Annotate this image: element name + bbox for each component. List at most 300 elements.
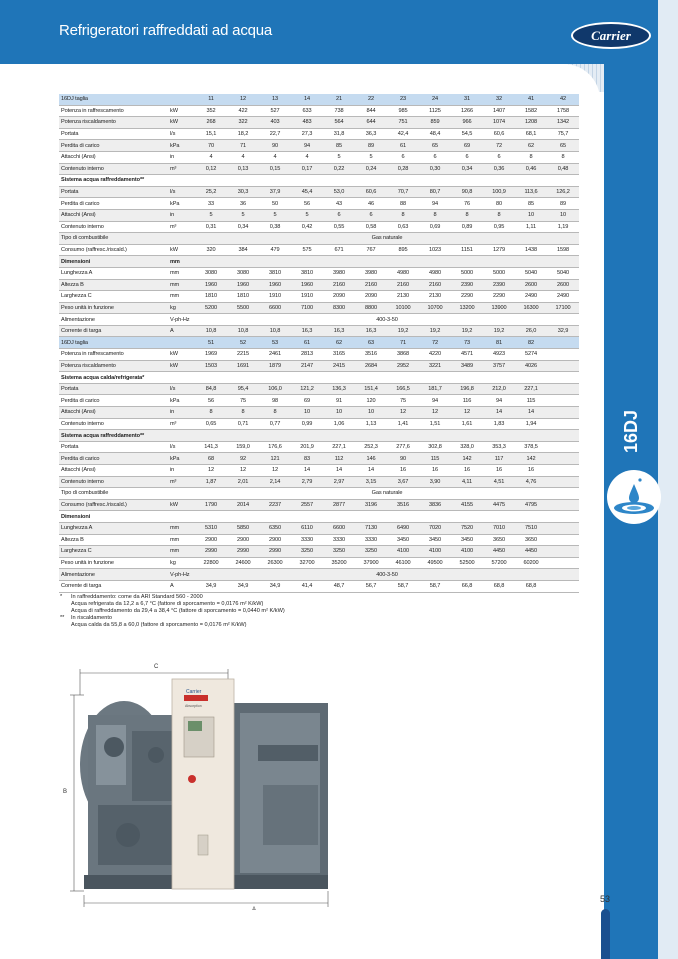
- cell-value: 3810: [259, 267, 291, 279]
- table-row: [59, 488, 579, 500]
- row-label: Tipo di combustibile: [59, 233, 169, 245]
- table-row: [59, 407, 579, 419]
- cell-value: 2130: [419, 291, 451, 303]
- table-header-row: [59, 94, 579, 105]
- header-unit: [169, 94, 195, 105]
- cell-value: [547, 476, 579, 488]
- cell-value: 10,8: [259, 325, 291, 337]
- row-label: Potenza riscaldamento: [59, 117, 169, 129]
- model-size: 24: [419, 94, 451, 105]
- table-row: [59, 418, 579, 430]
- row-unit: kPa: [169, 140, 195, 152]
- section-label: Sistema acqua raffreddamento**: [59, 175, 169, 187]
- cell-value: 2557: [291, 499, 323, 511]
- cell-value: 70: [195, 140, 227, 152]
- cell-value: 94: [419, 395, 451, 407]
- cell-value: 6: [419, 151, 451, 163]
- cell-value: 1790: [195, 499, 227, 511]
- cell-value: 2390: [483, 279, 515, 291]
- cell-value: 181,7: [419, 383, 451, 395]
- cell-value: 142: [515, 453, 547, 465]
- model-size: 53: [259, 337, 291, 349]
- table-row: [59, 441, 579, 453]
- cell-value: 0,24: [355, 163, 387, 175]
- model-size: 14: [291, 94, 323, 105]
- cell-value: 4155: [451, 499, 483, 511]
- cell-value: 4923: [483, 349, 515, 361]
- cell-value: 16: [483, 465, 515, 477]
- cell-value: 141,3: [195, 441, 227, 453]
- cell-value: 32,9: [547, 325, 579, 337]
- cell-value: 4026: [515, 360, 547, 372]
- row-label: Contenuto interno: [59, 476, 169, 488]
- dimension-c-label: C: [154, 664, 159, 670]
- model-size: 41: [515, 94, 547, 105]
- cell-value: 644: [355, 117, 387, 129]
- cell-value: 403: [259, 117, 291, 129]
- cell-value: 3,15: [355, 476, 387, 488]
- cell-value: [547, 534, 579, 546]
- row-label: Larghezza C: [59, 546, 169, 558]
- cell-value: 1,51: [419, 418, 451, 430]
- cell-value: [547, 418, 579, 430]
- cell-value: 7020: [419, 522, 451, 534]
- section-label: Sistema acqua raffreddamento**: [59, 430, 169, 442]
- cell-value: 6: [323, 209, 355, 221]
- cell-value: 3489: [451, 360, 483, 372]
- model-size: 81: [483, 337, 515, 349]
- cell-value: 1,61: [451, 418, 483, 430]
- cell-value: 16: [387, 465, 419, 477]
- cell-value: 5: [355, 151, 387, 163]
- cell-value: 121,2: [291, 383, 323, 395]
- cell-value: 85: [515, 198, 547, 210]
- cell-value: 60200: [515, 557, 547, 569]
- cell-value: 6600: [259, 302, 291, 314]
- table-section-row: [59, 256, 579, 268]
- cell-value: 0,77: [259, 418, 291, 430]
- cell-value: 633: [291, 105, 323, 117]
- cell-value: 10100: [387, 302, 419, 314]
- cell-value: 10: [291, 407, 323, 419]
- cell-value: 48,4: [419, 128, 451, 140]
- cell-value: 26,0: [515, 325, 547, 337]
- row-unit: kW: [169, 499, 195, 511]
- cell-value: 16,3: [355, 325, 387, 337]
- cell-value: 328,0: [451, 441, 483, 453]
- row-label: Contenuto interno: [59, 163, 169, 175]
- row-unit: kPa: [169, 453, 195, 465]
- cell-value: 4220: [419, 349, 451, 361]
- row-label: Perdita di carico: [59, 140, 169, 152]
- cell-value: 1,41: [387, 418, 419, 430]
- cell-value: 69: [291, 395, 323, 407]
- cell-value: 2090: [323, 291, 355, 303]
- model-size: 23: [387, 94, 419, 105]
- row-label: Contenuto interno: [59, 221, 169, 233]
- cell-value: 121: [259, 453, 291, 465]
- cell-value: 80: [483, 198, 515, 210]
- cell-value: 1960: [227, 279, 259, 291]
- row-label: Lunghezza A: [59, 522, 169, 534]
- cell-value: 12: [227, 465, 259, 477]
- cell-value: 70,7: [387, 186, 419, 198]
- table-row: [59, 302, 579, 314]
- row-unit: mm: [169, 534, 195, 546]
- row-unit: V-ph-Hz: [169, 569, 195, 581]
- cell-value: 5: [259, 209, 291, 221]
- cell-value: 3250: [291, 546, 323, 558]
- section-unit: [169, 430, 195, 442]
- right-margin-band: [658, 0, 678, 959]
- row-unit: kg: [169, 302, 195, 314]
- cell-value: 4,76: [515, 476, 547, 488]
- cell-value: 112: [323, 453, 355, 465]
- table-row: [59, 105, 579, 117]
- cell-value: 3,90: [419, 476, 451, 488]
- page-title: Refrigeratori raffreddati ad acqua: [59, 22, 273, 39]
- cell-value: 4450: [515, 546, 547, 558]
- cell-value: 483: [291, 117, 323, 129]
- cell-value: 126,2: [547, 186, 579, 198]
- cell-value: 0,65: [195, 418, 227, 430]
- row-unit: in: [169, 209, 195, 221]
- row-unit: mm: [169, 546, 195, 558]
- cell-value: 16: [419, 465, 451, 477]
- cell-value: 201,9: [291, 441, 323, 453]
- cell-value: 196,8: [451, 383, 483, 395]
- cell-value: 0,89: [451, 221, 483, 233]
- cell-value: 2215: [227, 349, 259, 361]
- cell-value: 4100: [387, 546, 419, 558]
- cell-value: 2147: [291, 360, 323, 372]
- cell-value: 6110: [291, 522, 323, 534]
- cell-value: 3,67: [387, 476, 419, 488]
- merged-value: Gas naturale: [195, 233, 579, 245]
- cell-value: 1910: [291, 291, 323, 303]
- cell-value: 3980: [323, 267, 355, 279]
- row-label: Portata: [59, 186, 169, 198]
- cell-value: 22800: [195, 557, 227, 569]
- cell-value: [547, 557, 579, 569]
- cell-value: 2952: [387, 360, 419, 372]
- cell-value: 56,7: [355, 580, 387, 592]
- table-row: [59, 522, 579, 534]
- cell-value: 95,4: [227, 383, 259, 395]
- model-size: 62: [323, 337, 355, 349]
- row-unit: m³: [169, 221, 195, 233]
- cell-value: 14: [291, 465, 323, 477]
- cell-value: 1,11: [515, 221, 547, 233]
- cell-value: 0,71: [227, 418, 259, 430]
- cell-value: 3450: [451, 534, 483, 546]
- table-row: [59, 349, 579, 361]
- table-row: [59, 279, 579, 291]
- cell-value: 2014: [227, 499, 259, 511]
- cell-value: 75,7: [547, 128, 579, 140]
- model-size: 73: [451, 337, 483, 349]
- cell-value: [547, 349, 579, 361]
- section-unit: mm: [169, 256, 195, 268]
- row-label: Portata: [59, 441, 169, 453]
- cell-value: 68: [195, 453, 227, 465]
- cell-value: 159,0: [227, 441, 259, 453]
- table-row: [59, 360, 579, 372]
- cell-value: 116: [451, 395, 483, 407]
- cell-value: 8: [451, 209, 483, 221]
- cell-value: 1279: [483, 244, 515, 256]
- note-line: Acqua refrigerata da 12,2 a 6,7 °C (fattore di sporcamento = 0,0176 m² K/kW): [71, 601, 264, 607]
- table-row: [59, 383, 579, 395]
- table-row: [59, 140, 579, 152]
- cell-value: 46100: [387, 557, 419, 569]
- cell-value: 2600: [547, 279, 579, 291]
- cell-value: 2490: [547, 291, 579, 303]
- cell-value: 4100: [451, 546, 483, 558]
- row-label: Alimentazione: [59, 569, 169, 581]
- cell-value: 575: [291, 244, 323, 256]
- cell-value: 3650: [515, 534, 547, 546]
- cell-value: 985: [387, 105, 419, 117]
- cell-value: 2,14: [259, 476, 291, 488]
- row-unit: l/s: [169, 186, 195, 198]
- section-label: Dimensioni: [59, 256, 169, 268]
- cell-value: 5: [323, 151, 355, 163]
- cell-value: 2900: [227, 534, 259, 546]
- cell-value: 4980: [419, 267, 451, 279]
- cell-value: 37900: [355, 557, 387, 569]
- cell-value: 34,9: [259, 580, 291, 592]
- cell-value: 56: [195, 395, 227, 407]
- cell-value: 0,31: [195, 221, 227, 233]
- cell-value: 90,8: [451, 186, 483, 198]
- cell-value: 10700: [419, 302, 451, 314]
- row-unit: m³: [169, 163, 195, 175]
- note-line: * In raffreddamento: come da ARI Standard 560 - 2000: [60, 594, 203, 600]
- cell-value: 14: [355, 465, 387, 477]
- cell-value: 60,6: [483, 128, 515, 140]
- cell-value: 3757: [483, 360, 515, 372]
- cell-value: 1503: [195, 360, 227, 372]
- table-row: [59, 546, 579, 558]
- cell-value: 5: [291, 209, 323, 221]
- cell-value: 2,01: [227, 476, 259, 488]
- cell-value: 15,1: [195, 128, 227, 140]
- table-row: [59, 476, 579, 488]
- table-row: [59, 198, 579, 210]
- row-unit: A: [169, 325, 195, 337]
- cell-value: 85: [323, 140, 355, 152]
- cell-value: 0,58: [355, 221, 387, 233]
- cell-value: 0,15: [259, 163, 291, 175]
- cell-value: 42,4: [387, 128, 419, 140]
- note-line: ** In riscaldamento: [60, 615, 113, 621]
- cell-value: 49500: [419, 557, 451, 569]
- table-row: [59, 569, 579, 581]
- model-size: 22: [355, 94, 387, 105]
- cell-value: 353,3: [483, 441, 515, 453]
- chiller-photo: [58, 655, 348, 910]
- cell-value: 1,83: [483, 418, 515, 430]
- cell-value: 3250: [323, 546, 355, 558]
- cell-value: 89: [547, 198, 579, 210]
- cell-value: 10: [547, 209, 579, 221]
- cell-value: 14: [515, 407, 547, 419]
- cell-value: 0,69: [419, 221, 451, 233]
- dimension-b-label: B: [63, 789, 68, 795]
- cell-value: 1266: [451, 105, 483, 117]
- cell-value: 146: [355, 453, 387, 465]
- cell-value: 115: [515, 395, 547, 407]
- cell-value: 60,6: [355, 186, 387, 198]
- cell-value: 45,4: [291, 186, 323, 198]
- cell-value: 83: [291, 453, 323, 465]
- cell-value: 2877: [323, 499, 355, 511]
- table-row: [59, 128, 579, 140]
- row-label: Peso unità in funzione: [59, 302, 169, 314]
- cell-value: 3196: [355, 499, 387, 511]
- row-label: Attacchi (Ansi): [59, 465, 169, 477]
- cell-value: 50: [259, 198, 291, 210]
- cell-value: 14: [323, 465, 355, 477]
- cell-value: 844: [355, 105, 387, 117]
- cell-value: 61: [387, 140, 419, 152]
- cell-value: 5274: [515, 349, 547, 361]
- filler: [195, 511, 579, 523]
- model-size: 42: [547, 94, 579, 105]
- cell-value: 10,8: [227, 325, 259, 337]
- cell-value: 16300: [515, 302, 547, 314]
- cell-value: 19,2: [451, 325, 483, 337]
- cell-value: 0,30: [419, 163, 451, 175]
- cell-value: 19,2: [419, 325, 451, 337]
- cell-value: 151,4: [355, 383, 387, 395]
- cell-value: 2090: [355, 291, 387, 303]
- cell-value: 1758: [547, 105, 579, 117]
- row-label: Portata: [59, 128, 169, 140]
- cell-value: 2290: [483, 291, 515, 303]
- cell-value: 34,9: [195, 580, 227, 592]
- row-unit: V-ph-Hz: [169, 314, 195, 326]
- cell-value: 2990: [195, 546, 227, 558]
- cell-value: 3080: [227, 267, 259, 279]
- cell-value: [547, 407, 579, 419]
- cell-value: 0,34: [227, 221, 259, 233]
- note-line: Acqua calda da 55,8 a 60,0 (fattore di sporcamento = 0,0176 m² K/kW): [71, 622, 247, 628]
- cell-value: 8300: [323, 302, 355, 314]
- cell-value: 75: [387, 395, 419, 407]
- cell-value: 320: [195, 244, 227, 256]
- cell-value: 0,42: [291, 221, 323, 233]
- cell-value: 43: [323, 198, 355, 210]
- section-label: Sistema acqua calda/refrigerata*: [59, 372, 169, 384]
- cell-value: 2415: [323, 360, 355, 372]
- cell-value: 4: [227, 151, 259, 163]
- row-label: Potenza riscaldamento: [59, 360, 169, 372]
- cell-value: 4,11: [451, 476, 483, 488]
- cell-value: [547, 441, 579, 453]
- cell-value: 18,2: [227, 128, 259, 140]
- row-unit: m³: [169, 418, 195, 430]
- cell-value: 46: [355, 198, 387, 210]
- cell-value: 17100: [547, 302, 579, 314]
- row-label: Corrente di targa: [59, 325, 169, 337]
- cell-value: 6: [451, 151, 483, 163]
- cell-value: 12: [259, 465, 291, 477]
- cell-value: 16,3: [291, 325, 323, 337]
- model-size: [547, 337, 579, 349]
- cell-value: 8: [483, 209, 515, 221]
- row-label: Corrente di targa: [59, 580, 169, 592]
- cell-value: 3450: [387, 534, 419, 546]
- cell-value: 16: [451, 465, 483, 477]
- cell-value: [547, 522, 579, 534]
- table-row: [59, 453, 579, 465]
- cell-value: 3221: [419, 360, 451, 372]
- model-size: 12: [227, 94, 259, 105]
- cell-value: [547, 453, 579, 465]
- model-size: 52: [227, 337, 259, 349]
- cell-value: 91: [323, 395, 355, 407]
- row-unit: kW: [169, 244, 195, 256]
- cell-value: 252,3: [355, 441, 387, 453]
- cell-value: 2390: [451, 279, 483, 291]
- cell-value: 58,7: [419, 580, 451, 592]
- cell-value: 2900: [195, 534, 227, 546]
- cell-value: 5: [227, 209, 259, 221]
- cell-value: 10: [323, 407, 355, 419]
- cell-value: 2990: [227, 546, 259, 558]
- cell-value: 31,8: [323, 128, 355, 140]
- cell-value: [547, 465, 579, 477]
- cell-value: 10: [355, 407, 387, 419]
- row-label: Consumo (raffresc./riscald.): [59, 244, 169, 256]
- cell-value: 19,2: [483, 325, 515, 337]
- table-row: [59, 186, 579, 198]
- cell-value: 0,46: [515, 163, 547, 175]
- cell-value: 3250: [355, 546, 387, 558]
- cell-value: 7100: [291, 302, 323, 314]
- filler: [195, 430, 579, 442]
- cell-value: 0,28: [387, 163, 419, 175]
- table-section-row: [59, 511, 579, 523]
- cell-value: 36: [227, 198, 259, 210]
- table-row: [59, 151, 579, 163]
- table-row: [59, 580, 579, 592]
- cell-value: 2600: [515, 279, 547, 291]
- cell-value: 176,6: [259, 441, 291, 453]
- row-label: Alimentazione: [59, 314, 169, 326]
- cell-value: 3080: [195, 267, 227, 279]
- cell-value: 1407: [483, 105, 515, 117]
- model-size: 61: [291, 337, 323, 349]
- cell-value: 13200: [451, 302, 483, 314]
- cell-value: 384: [227, 244, 259, 256]
- cell-value: 0,12: [195, 163, 227, 175]
- cell-value: 1208: [515, 117, 547, 129]
- cell-value: 7520: [451, 522, 483, 534]
- cell-value: 4: [291, 151, 323, 163]
- cell-value: 1582: [515, 105, 547, 117]
- cell-value: [547, 499, 579, 511]
- cell-value: 16,3: [323, 325, 355, 337]
- header-label: 16DJ taglia: [59, 337, 169, 349]
- table-section-row: [59, 175, 579, 187]
- cell-value: 1151: [451, 244, 483, 256]
- cell-value: 227,1: [515, 383, 547, 395]
- cell-value: 671: [323, 244, 355, 256]
- row-label: Peso unità in funzione: [59, 557, 169, 569]
